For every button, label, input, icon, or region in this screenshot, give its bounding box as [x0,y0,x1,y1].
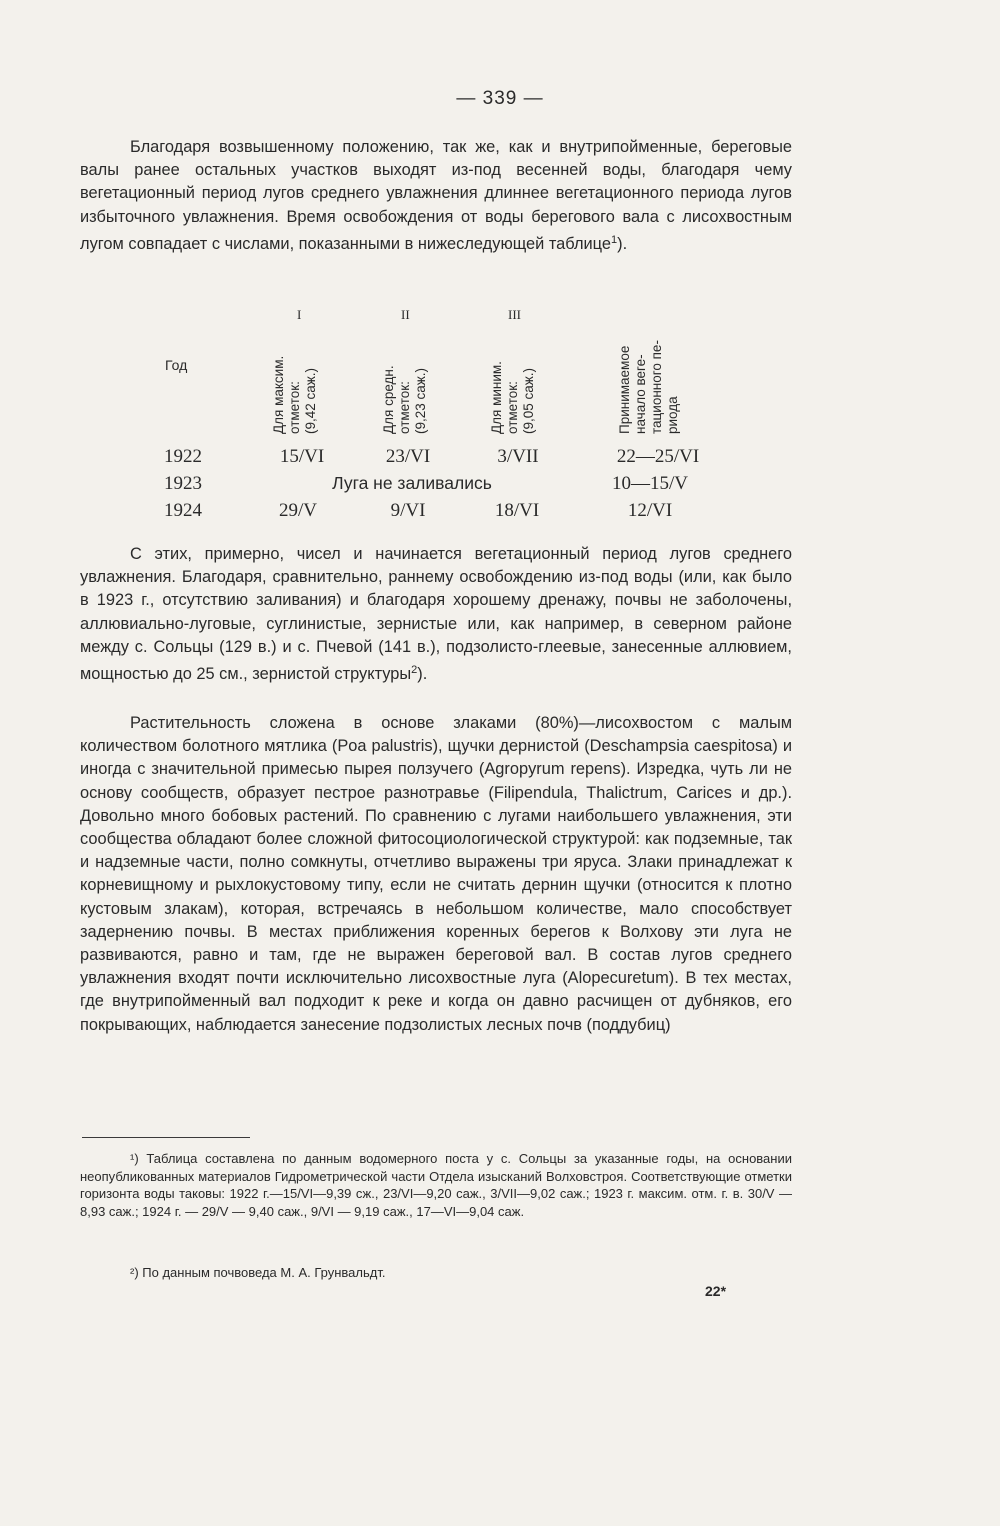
col-header-start [617,316,681,434]
col-header-min-line3: (9,05 саж.) [521,367,536,434]
page-number: — 339 — [456,88,544,109]
table-cell: 18/VI [494,500,540,521]
table-cell: 9/VI [390,500,426,521]
footnote-2: ²) По данным почвоведа М. А. Грунвальдт. [130,1265,386,1280]
paragraph-1 [80,136,792,256]
table-cell: 12/VI [627,500,673,521]
paragraph-2-end: ). [417,665,428,684]
year-header: Год [165,357,188,373]
table-cell: 29/V [279,500,317,521]
paragraph-1-end: ). [617,234,628,253]
roman-header-3: III [508,307,521,322]
col-header-mid-line2: отметок: [397,381,412,434]
col-header-max-line1: Для максим. [271,355,286,434]
table-cell-merged: Луга не заливались [332,473,492,493]
footnote-divider [82,1137,250,1138]
paragraph-2 [80,543,792,686]
col-header-max-line3: (9,42 саж.) [303,367,318,434]
col-header-start-line4: риода [665,396,680,434]
col-header-max [271,332,319,434]
paragraph-3: Растительность сложена в основе злаками (80%)—лисохвостом с малым количеством болотного мятлика (Poa palustris), щучки дернистой (Deschampsia caespitosa) и иногда с значительной примесью пырея ползучего (Agropyrum repens). Изредка, чуть ли не основу сообществ, образует пестрое разнотравье (Filipendula, Thalictrum, Carices и др.). Довольно много бобовых растений. По сравнению с лугами наибольшего увлажнения, эти сообщества обладают более сложной фитосоциологической структурой: как подземные, так и надземные части, полно сомкнуты, отчетливо выражены три яруса. Злаки принадлежат к корневищному и рыхлокустовому типу, если не считать дернин щучки (относится к плотно кустовым злакам), которая, встречаясь в небольшом количестве, мало способствует задернению почвы. В местах приближения коренных берегов к Волхову эти луга не развиваются, равно и там, где не выражен береговой вал. В состав лугов среднего увлажнения входят почти исключительно лисохвостные луга (Alopecuretum). В тех местах, где внутрипойменный вал подходит к реке и когда он давно расчищен от дубняков, его покрывающих, наблюдается занесение подзолистых лесных почв (поддубиц) [80,714,792,1034]
table-cell: 10—15/V [612,473,688,494]
table-row-year: 1923 [164,473,202,494]
roman-header-1: I [297,307,302,322]
col-header-min-line2: отметок: [505,381,520,434]
footnote-1: ¹) Таблица составлена по данным водомерного поста у с. Сольцы за указанные годы, на основании неопубликованных материалов Гидрометрической части Отдела изысканий Волховстроя. Соответствующие отметки горизонта воды таковы: 1922 г.—15/VI—9,39 сж., 23/VI—9,20 саж., 3/VII—9,02 саж.; 1923 г. максим. отм. г. в. 30/V — 8,93 саж.; 1924 г. — 29/V — 9,40 саж., 9/VI — 9,19 саж., 17—VI—9,04 саж. [80,1151,792,1219]
table-cell: 15/VI [279,446,325,467]
col-header-min-line1: Для миним. [489,361,504,434]
printer-signature: 22* [705,1283,727,1299]
paragraph-1-text: Благодаря возвышенному положению, так же, как и внутрипойменные, береговые валы ранее остальных участков выходят из-под весенней воды, благодаря чему вегетационный период лугов среднего увлажнения длиннее вегетационного периода лугов избыточного увлажнения. Время освобождения от воды берегового вала с лисохвостным лугом совпадает с числами, показанными в нижеследующей таблице [80,138,792,253]
col-header-start-line1: Принимаемое [617,345,632,434]
paragraph-2-text: С этих, примерно, чисел и начинается вегетационный период лугов среднего увлажнения. Благодаря, сравнительно, раннему освобождению из-под воды (или, как было в 1923 г., отсутствию заливания) и благодаря хорошему дренажу, почвы не заболочены, аллювиально-луговые, суглинистые, зернистые или, как например, в северном районе между с. Сольцы (129 в.) и с. Пчевой (141 в.), подзолисто-глеевые, занесенные аллювием, мощностью до 25 см., зернистой структуры [80,545,792,684]
col-header-start-line2: начало веге- [633,354,648,434]
footnote-ref-2: 2 [411,664,418,677]
table-cell: 3/VII [497,446,539,467]
table-row-year: 1924 [164,500,202,521]
roman-header-2: II [401,307,410,322]
footnote-ref-1: 1 [611,233,618,246]
table-cell: 23/VI [385,446,431,467]
col-header-mid-line3: (9,23 саж.) [413,367,428,434]
table-cell: 22—25/VI [616,446,700,467]
col-header-mid [381,340,429,434]
col-header-start-line3: тационного пе- [649,340,664,434]
table-row-year: 1922 [164,446,202,467]
col-header-max-line2: отметок: [287,381,302,434]
col-header-min [489,332,537,434]
col-header-mid-line1: Для средн. [381,365,396,434]
